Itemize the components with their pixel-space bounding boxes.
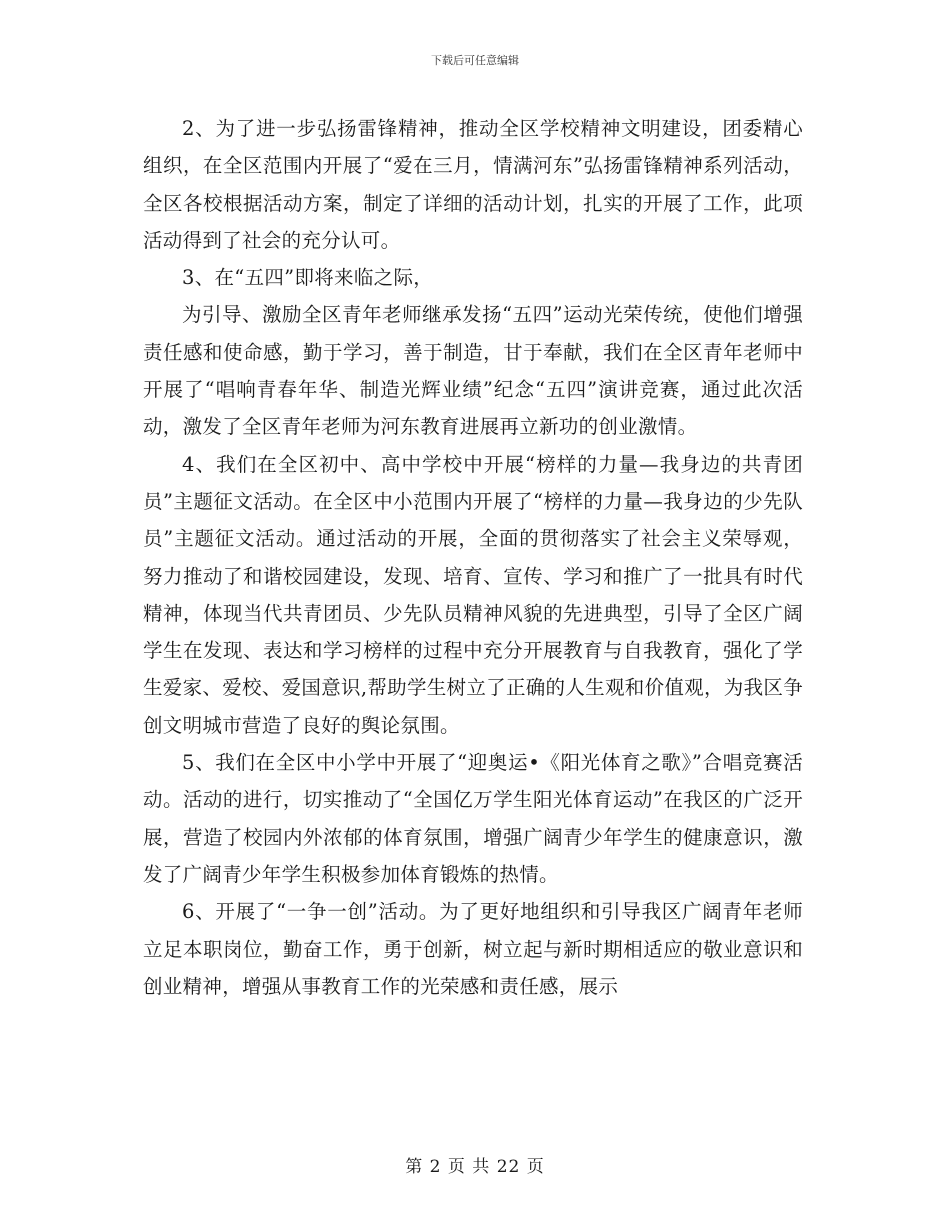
page-number-footer: 第 2 页 共 22 页 [405, 1157, 545, 1177]
paragraph-item-3: 3、在“五四”即将来临之际， [182, 266, 434, 290]
paragraph-item-2: 2、为了进一步弘扬雷锋精神，推动全区学校精神文明建设，团委精心组织，在全区范围内开展了“爱在三月，情满河东”弘扬雷锋精神系列活动，全区各校根据活动方案，制定了详细的活动计划，扎实的开展了工作，此项活动得到了社会的充分认可。 [143, 117, 803, 252]
page-header-note: 下载后可任意编辑 [431, 54, 519, 67]
paragraph-item-5: 5、我们在全区中小学中开展了“迎奥运•《阳光体育之歌》”合唱竞赛活动。活动的进行，切实推动了“全国亿万学生阳光体育运动”在我区的广泛开展，营造了校园内外浓郁的体育氛围，增强广阔青少年学生的健康意识，激发了广阔青少年学生积极参加体育锻炼的热情。 [143, 751, 803, 886]
document-body [143, 110, 803, 1005]
paragraph-item-4: 4、我们在全区初中、高中学校中开展“榜样的力量—我身边的共青团员”主题征文活动。在全区中小范围内开展了“榜样的力量—我身边的少先队员”主题征文活动。通过活动的开展，全面的贯彻落实了社会主义荣辱观，努力推动了和谐校园建设，发现、培育、宣传、学习和推广了一批具有时代精神，体现当代共青团员、少先队员精神风貌的先进典型，引导了全区广阔学生在发现、表达和学习榜样的过程中充分开展教育与自我教育，强化了学生爱家、爱校、爱国意识,帮助学生树立了正确的人生观和价值观，为我区争创文明城市营造了良好的舆论氛围。 [143, 452, 803, 737]
paragraph-item-6: 6、开展了“一争一创”活动。为了更好地组织和引导我区广阔青年老师立足本职岗位，勤奋工作，勇于创新，树立起与新时期相适应的敬业意识和创业精神，增强从事教育工作的光荣感和责任感，展示 [143, 900, 803, 998]
paragraph-item-3-continued: 为引导、激励全区青年老师继承发扬“五四”运动光荣传统，使他们增强责任感和使命感，勤于学习，善于制造，甘于奉献，我们在全区青年老师中开展了“唱响青春年华、制造光辉业绩”纪念“五四”演讲竞赛，通过此次活动，激发了全区青年老师为河东教育进展再立新功的创业激情。 [143, 303, 803, 439]
